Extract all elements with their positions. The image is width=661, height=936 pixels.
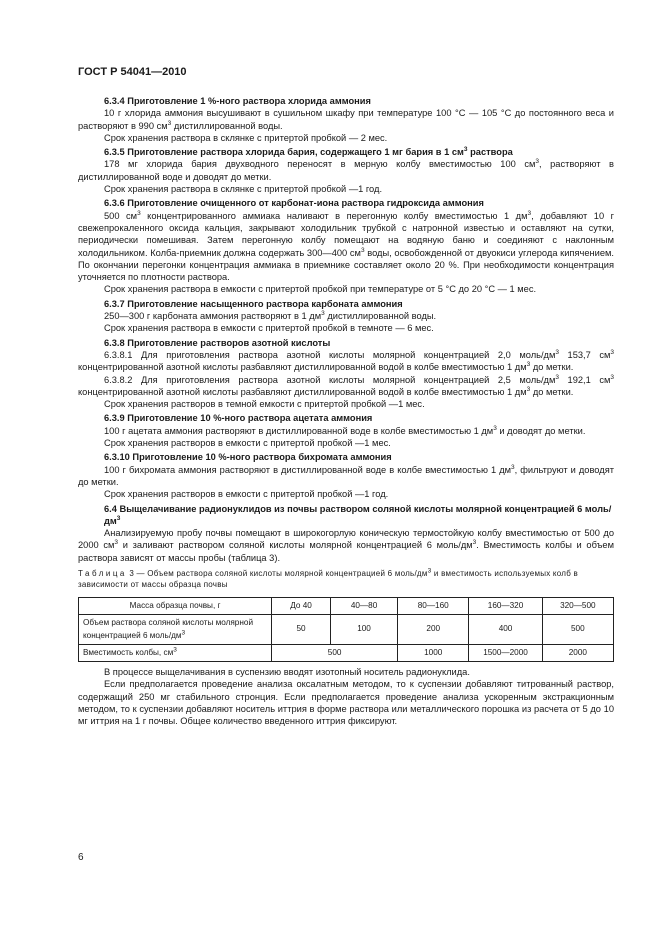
table-header-cell: 320—500 bbox=[542, 597, 613, 614]
table-header-cell: 80—160 bbox=[398, 597, 469, 614]
table-row-label: Вместимость колбы, $см^3$ bbox=[79, 644, 272, 661]
paragraph: Анализируемую пробу почвы помещают в широкогорлую коническую термостойкую колбу вместимостью от 500 до 2000 $см^3$ и заливают раствором соляной кислоты молярной концентрацией 6 моль/$дм^3$. Вместимость колбы и объем раствора зависят от массы пробы (таблица 3). bbox=[78, 528, 614, 563]
section-heading: 6.4 Выщелачивание радионуклидов из почвы раствором соляной кислоты молярной концентрацией 6 моль/$дм^3$ bbox=[104, 503, 612, 526]
table-cell: 1000 bbox=[398, 644, 469, 661]
paragraph: 500 $см^3$ концентрированного аммиака наливают в перегонную колбу вместимостью 1 $дм^3$, добавляют 10 г свежепрокаленного оксида кальция, закрывают холодильник трубкой с натронной известью и оставляют на сутки, периодически помешивая. Затем перегонную колбу помещают на водяную баню и соединяют с наклонным холодильником. Колба-приемник должна содержать 300—400 $см^3$ воды, освобожденной от двуокиси углерода кипячением. По окончании перегонки концентрация аммиака в приемнике составляет около 20 %. При необходимости концентрация уточняется по плотности раствора. bbox=[78, 209, 615, 283]
table-caption bbox=[78, 568, 614, 590]
section-heading: 6.3.9 Приготовление 10 %-ного раствора ацетата аммония bbox=[104, 413, 373, 424]
table-cell: 400 bbox=[469, 615, 542, 645]
closing-paragraphs bbox=[78, 666, 614, 727]
table-header-row bbox=[79, 597, 614, 614]
table-row-capacity bbox=[79, 644, 614, 661]
table-row-label: Объем раствора соляной кислоты молярной концентрацией 6 моль/$дм^3$ bbox=[79, 615, 272, 645]
paragraph: 6.3.8.1 Для приготовления раствора азотной кислоты молярной концентрацией 2,0 моль/$дм^3$ 153,7 $см^3$ концентрированной азотной кислоты разбавляют дистиллированной водой в колбе вместимостью 1 $дм^3$ до метки. bbox=[78, 348, 614, 373]
paragraph: Срок хранения раствора в емкости с притертой пробкой в темноте — 6 мес. bbox=[104, 323, 434, 334]
document-header: ГОСТ Р 54041—2010 bbox=[78, 66, 187, 78]
paragraph: Срок хранения растворов в темной емкости с притертой пробкой —1 мес. bbox=[104, 399, 425, 410]
table-header-cell: Масса образца почвы, г bbox=[79, 597, 272, 614]
table-cell: 1500—2000 bbox=[469, 644, 542, 661]
paragraph: 6.3.8.2 Для приготовления раствора азотной кислоты молярной концентрацией 2,5 моль/$дм^3$ 192,1 $см^3$ концентрированной азотной кислоты разбавляют дистиллированной водой в колбе вместимостью 1 $дм^3$ до метки. bbox=[78, 373, 614, 397]
paragraph: Срок хранения раствора в емкости с притертой пробкой при температуре от 5 °С до 20 °С — 1 мес. bbox=[104, 284, 537, 295]
table-caption-label: Таблица bbox=[78, 568, 127, 578]
section-heading: 6.3.4 Приготовление 1 %-ного раствора хлорида аммония bbox=[104, 96, 371, 106]
paragraph: Срок хранения растворов в емкости с притертой пробкой —1 мес. bbox=[104, 438, 391, 449]
paragraph: 100 г ацетата аммония растворяют в дистиллированной воде в колбе вместимостью 1 $дм^3$ и доводят до метки. bbox=[104, 424, 586, 436]
paragraph: Если предполагается проведение анализа оксалатным методом, то к суспензии добавляют титрованный раствор, содержащий 250 мг стабильного стронция. Если предполагается проведение анализа ускоренным экстракционным методом, то к суспензии добавляют носитель иттрия в форме раствора или металлического порошка из расчета от 5 до 10 мг иттрия на 1 г почвы. Общее количество введенного иттрия фиксируют. bbox=[78, 679, 614, 727]
table-cell: 100 bbox=[330, 615, 397, 645]
paragraph: 10 г хлорида аммония высушивают в сушильном шкафу при температуре 100 °С — 105 °С до постоянного веса и растворяют в 990 $см^3$ дистиллированной воды. bbox=[78, 108, 614, 131]
paragraph: Срок хранения раствора в склянке с притертой пробкой —1 год. bbox=[104, 184, 383, 195]
document-body bbox=[78, 93, 614, 728]
section-heading: 6.3.8 Приготовление растворов азотной кислоты bbox=[104, 337, 331, 348]
table-header-cell: 160—320 bbox=[469, 597, 542, 614]
paragraph: Срок хранения растворов в емкости с притертой пробкой —1 год. bbox=[104, 489, 389, 500]
section-heading: 6.3.7 Приготовление насыщенного раствора карбоната аммония bbox=[104, 298, 403, 309]
section-heading: 6.3.6 Приготовление очищенного от карбонат-иона раствора гидроксида аммония bbox=[104, 198, 484, 209]
table-cell: 500 bbox=[272, 644, 398, 661]
section-heading: 6.3.5 Приготовление раствора хлорида бария, содержащего 1 мг бария в 1 $см^3$ раствора bbox=[104, 146, 513, 158]
table-cell: 500 bbox=[542, 615, 613, 645]
page-number: 6 bbox=[78, 852, 84, 863]
section-heading: 6.3.10 Приготовление 10 %-ного раствора бихромата аммония bbox=[104, 452, 392, 463]
paragraph: 178 мг хлорида бария двухводного переносят в мерную колбу вместимостью 100 $см^3$, растворяют в дистиллированной воде и доводят до метки. bbox=[78, 158, 614, 182]
table-header-cell: До 40 bbox=[272, 597, 331, 614]
table-row-volume bbox=[79, 615, 614, 645]
paragraph: 100 г бихромата аммония растворяют в дистиллированной воде в колбе вместимостью 1 $дм^3$, фильтруют и доводят до метки. bbox=[78, 463, 614, 487]
paragraph: В процессе выщелачивания в суспензию вводят изотопный носитель радионуклида. bbox=[104, 667, 470, 678]
table-caption-text: 3 — Объем раствора соляной кислоты молярной концентрацией 6 моль/$дм^3$ и вместимость используемых колб в зависимости от массы образца почвы bbox=[78, 567, 579, 589]
table-cell: 2000 bbox=[542, 644, 613, 661]
paragraph: Срок хранения раствора в склянке с притертой пробкой — 2 мес. bbox=[104, 132, 388, 143]
table-cell: 200 bbox=[398, 615, 469, 645]
body-paragraphs bbox=[78, 95, 614, 564]
table-header-cell: 40—80 bbox=[330, 597, 397, 614]
table-3 bbox=[78, 597, 614, 662]
paragraph: 250—300 г карбоната аммония растворяют в 1 $дм^3$ дистиллированной воды. bbox=[104, 309, 437, 322]
table-cell: 50 bbox=[272, 615, 331, 645]
